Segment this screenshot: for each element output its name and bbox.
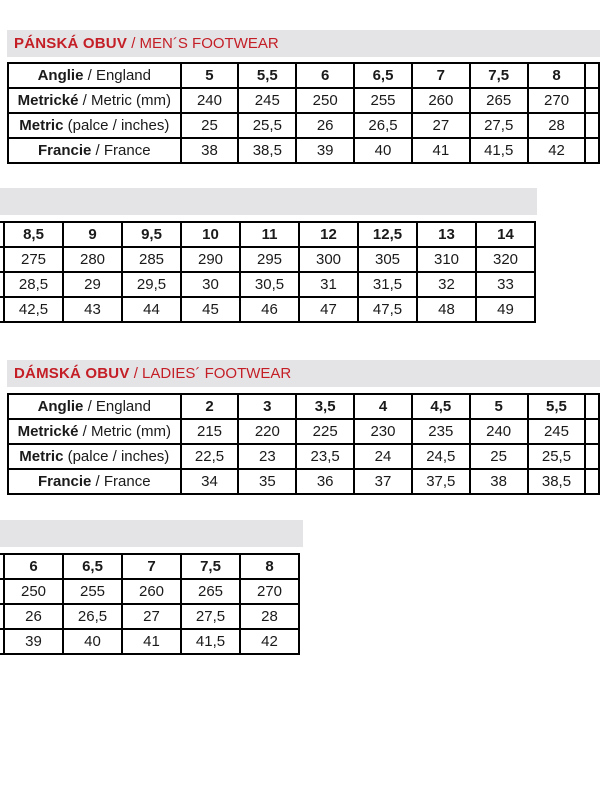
- size-value: 23: [238, 444, 296, 469]
- size-value: 3: [238, 394, 296, 419]
- size-value: 41: [122, 629, 181, 654]
- row-label-bold: Metrické: [17, 92, 79, 109]
- size-value: 39: [296, 138, 354, 163]
- size-value: 260: [122, 579, 181, 604]
- row-label-bold: Anglie: [37, 67, 84, 84]
- size-value: 5: [470, 394, 528, 419]
- size-value: 265: [470, 88, 528, 113]
- size-value: 30,5: [240, 272, 299, 297]
- size-value: 14: [476, 222, 535, 247]
- size-value: 43: [63, 297, 122, 322]
- row-france: [8, 138, 599, 163]
- row-label-bold: Francie: [38, 142, 92, 159]
- row-label-bold: Metric: [19, 117, 64, 134]
- size-value: 27: [122, 604, 181, 629]
- row-england-cont: [0, 222, 535, 247]
- size-value: 250: [296, 88, 354, 113]
- row-label-metric-inches: [8, 113, 181, 138]
- size-value: 5,5: [238, 63, 296, 88]
- size-value: 44: [122, 297, 181, 322]
- size-value: 34: [181, 469, 239, 494]
- size-value: 3,5: [296, 394, 354, 419]
- size-value: 220: [238, 419, 296, 444]
- size-value: 26,5: [63, 604, 122, 629]
- ladies-continuation-spacer-bar: [0, 520, 303, 547]
- clipped-cell: [585, 469, 599, 494]
- row-england: [8, 394, 599, 419]
- size-value: 37,5: [412, 469, 470, 494]
- mens-size-table-uk-5-to-8: [7, 62, 600, 164]
- size-value: 40: [354, 138, 412, 163]
- size-value: 46: [240, 297, 299, 322]
- size-value: 42: [528, 138, 586, 163]
- size-value: 38: [470, 469, 528, 494]
- size-value: 285: [122, 247, 181, 272]
- row-metric-inches: [8, 444, 599, 469]
- size-value: 22,5: [181, 444, 239, 469]
- row-label-bold: Anglie: [37, 398, 84, 415]
- ladies-table-part1: [7, 393, 600, 507]
- size-value: 41: [412, 138, 470, 163]
- size-value: 39: [4, 629, 63, 654]
- size-value: 290: [181, 247, 240, 272]
- ladies-table-part2: [0, 553, 310, 667]
- size-value: 23,5: [296, 444, 354, 469]
- mens-title-bold: PÁNSKÁ OBUV: [14, 35, 128, 52]
- size-value: 245: [238, 88, 296, 113]
- size-value: 8,5: [4, 222, 63, 247]
- size-value: 240: [470, 419, 528, 444]
- row-label-bold: Metrické: [17, 423, 79, 440]
- size-value: 42,5: [4, 297, 63, 322]
- size-value: 41,5: [181, 629, 240, 654]
- mens-size-table-uk-8-5-to-14: [0, 221, 536, 323]
- ladies-title-bold: DÁMSKÁ OBUV: [14, 365, 130, 382]
- size-value: 29,5: [122, 272, 181, 297]
- size-value: 4: [354, 394, 412, 419]
- size-value: 8: [528, 63, 586, 88]
- size-value: 25: [181, 113, 239, 138]
- size-value: 6: [4, 554, 63, 579]
- size-value: 38,5: [528, 469, 586, 494]
- size-value: 270: [240, 579, 299, 604]
- size-value: 12,5: [358, 222, 417, 247]
- size-value: 255: [63, 579, 122, 604]
- row-label-rest: / England: [83, 398, 151, 415]
- size-value: 38,5: [238, 138, 296, 163]
- size-value: 26,5: [354, 113, 412, 138]
- size-value: 7,5: [181, 554, 240, 579]
- size-value: 12: [299, 222, 358, 247]
- size-value: 310: [417, 247, 476, 272]
- size-value: 9,5: [122, 222, 181, 247]
- ladies-size-table-uk-2-to-5-5: [7, 393, 600, 495]
- size-value: 47,5: [358, 297, 417, 322]
- size-value: 7: [122, 554, 181, 579]
- size-value: 255: [354, 88, 412, 113]
- row-france: [8, 469, 599, 494]
- row-label-rest: (palce / inches): [63, 117, 170, 134]
- size-value: 215: [181, 419, 239, 444]
- row-label-england: [8, 394, 181, 419]
- size-value: 28: [528, 113, 586, 138]
- size-value: 6: [296, 63, 354, 88]
- size-value: 240: [181, 88, 239, 113]
- size-value: 45: [181, 297, 240, 322]
- size-value: 35: [238, 469, 296, 494]
- size-value: 24: [354, 444, 412, 469]
- row-label-france: [8, 469, 181, 494]
- mens-title-rest: / MEN´S FOOTWEAR: [127, 35, 279, 52]
- row-label-rest: (palce / inches): [63, 448, 170, 465]
- size-value: 10: [181, 222, 240, 247]
- row-metric-mm: [8, 88, 599, 113]
- row-england-cont: [0, 554, 299, 579]
- size-value: 235: [412, 419, 470, 444]
- row-france-cont: [0, 629, 299, 654]
- size-value: 24,5: [412, 444, 470, 469]
- clipped-cell: [585, 88, 599, 113]
- size-value: 36: [296, 469, 354, 494]
- size-value: 4,5: [412, 394, 470, 419]
- size-value: 13: [417, 222, 476, 247]
- size-value: 250: [4, 579, 63, 604]
- row-metric-mm: [8, 419, 599, 444]
- row-metric-mm-cont: [0, 579, 299, 604]
- row-label-metric-mm: [8, 419, 181, 444]
- size-value: 31: [299, 272, 358, 297]
- size-value: 28,5: [4, 272, 63, 297]
- row-metric-inches-cont: [0, 604, 299, 629]
- size-value: 28: [240, 604, 299, 629]
- size-value: 32: [417, 272, 476, 297]
- size-value: 47: [299, 297, 358, 322]
- size-value: 31,5: [358, 272, 417, 297]
- size-value: 6,5: [354, 63, 412, 88]
- row-metric-inches-cont: [0, 272, 535, 297]
- size-value: 37: [354, 469, 412, 494]
- size-value: 5,5: [528, 394, 586, 419]
- size-value: 42: [240, 629, 299, 654]
- mens-continuation-spacer-bar: [0, 188, 537, 215]
- ladies-section-header: [7, 360, 600, 387]
- row-label-rest: / England: [83, 67, 151, 84]
- row-label-rest: / Metric (mm): [78, 92, 171, 109]
- row-metric-mm-cont: [0, 247, 535, 272]
- size-value: 280: [63, 247, 122, 272]
- size-value: 25: [470, 444, 528, 469]
- size-value: 38: [181, 138, 239, 163]
- size-value: 9: [63, 222, 122, 247]
- size-value: 7,5: [470, 63, 528, 88]
- size-value: 230: [354, 419, 412, 444]
- size-value: 40: [63, 629, 122, 654]
- ladies-title-rest: / LADIES´ FOOTWEAR: [129, 365, 292, 382]
- row-label-rest: / France: [91, 142, 151, 159]
- clipped-cell: [585, 444, 599, 469]
- size-value: 30: [181, 272, 240, 297]
- size-value: 29: [63, 272, 122, 297]
- size-value: 25,5: [528, 444, 586, 469]
- size-value: 320: [476, 247, 535, 272]
- row-label-england: [8, 63, 181, 88]
- size-value: 270: [528, 88, 586, 113]
- row-label-metric-mm: [8, 88, 181, 113]
- row-label-bold: Metric: [19, 448, 64, 465]
- clipped-cell: [585, 63, 599, 88]
- mens-section-header: [7, 30, 600, 57]
- size-value: 25,5: [238, 113, 296, 138]
- size-value: 27,5: [181, 604, 240, 629]
- clipped-cell: [585, 394, 599, 419]
- size-value: 27: [412, 113, 470, 138]
- size-value: 49: [476, 297, 535, 322]
- size-value: 26: [4, 604, 63, 629]
- row-label-metric-inches: [8, 444, 181, 469]
- clipped-cell: [585, 113, 599, 138]
- row-metric-inches: [8, 113, 599, 138]
- size-value: 27,5: [470, 113, 528, 138]
- size-value: 300: [299, 247, 358, 272]
- size-value: 305: [358, 247, 417, 272]
- clipped-cell: [585, 138, 599, 163]
- size-value: 245: [528, 419, 586, 444]
- size-value: 48: [417, 297, 476, 322]
- mens-table-part1: [7, 62, 600, 176]
- row-england: [8, 63, 599, 88]
- size-value: 7: [412, 63, 470, 88]
- size-value: 2: [181, 394, 239, 419]
- row-label-bold: Francie: [38, 473, 92, 490]
- row-france-cont: [0, 297, 535, 322]
- clipped-cell: [585, 419, 599, 444]
- size-value: 11: [240, 222, 299, 247]
- size-value: 8: [240, 554, 299, 579]
- row-label-france: [8, 138, 181, 163]
- row-label-rest: / France: [91, 473, 151, 490]
- size-value: 225: [296, 419, 354, 444]
- size-value: 6,5: [63, 554, 122, 579]
- size-value: 295: [240, 247, 299, 272]
- row-label-rest: / Metric (mm): [78, 423, 171, 440]
- mens-table-part2: [0, 221, 540, 335]
- size-value: 265: [181, 579, 240, 604]
- size-value: 26: [296, 113, 354, 138]
- size-value: 33: [476, 272, 535, 297]
- size-value: 275: [4, 247, 63, 272]
- size-value: 260: [412, 88, 470, 113]
- ladies-size-table-uk-6-to-8: [0, 553, 300, 655]
- size-value: 5: [181, 63, 239, 88]
- size-value: 41,5: [470, 138, 528, 163]
